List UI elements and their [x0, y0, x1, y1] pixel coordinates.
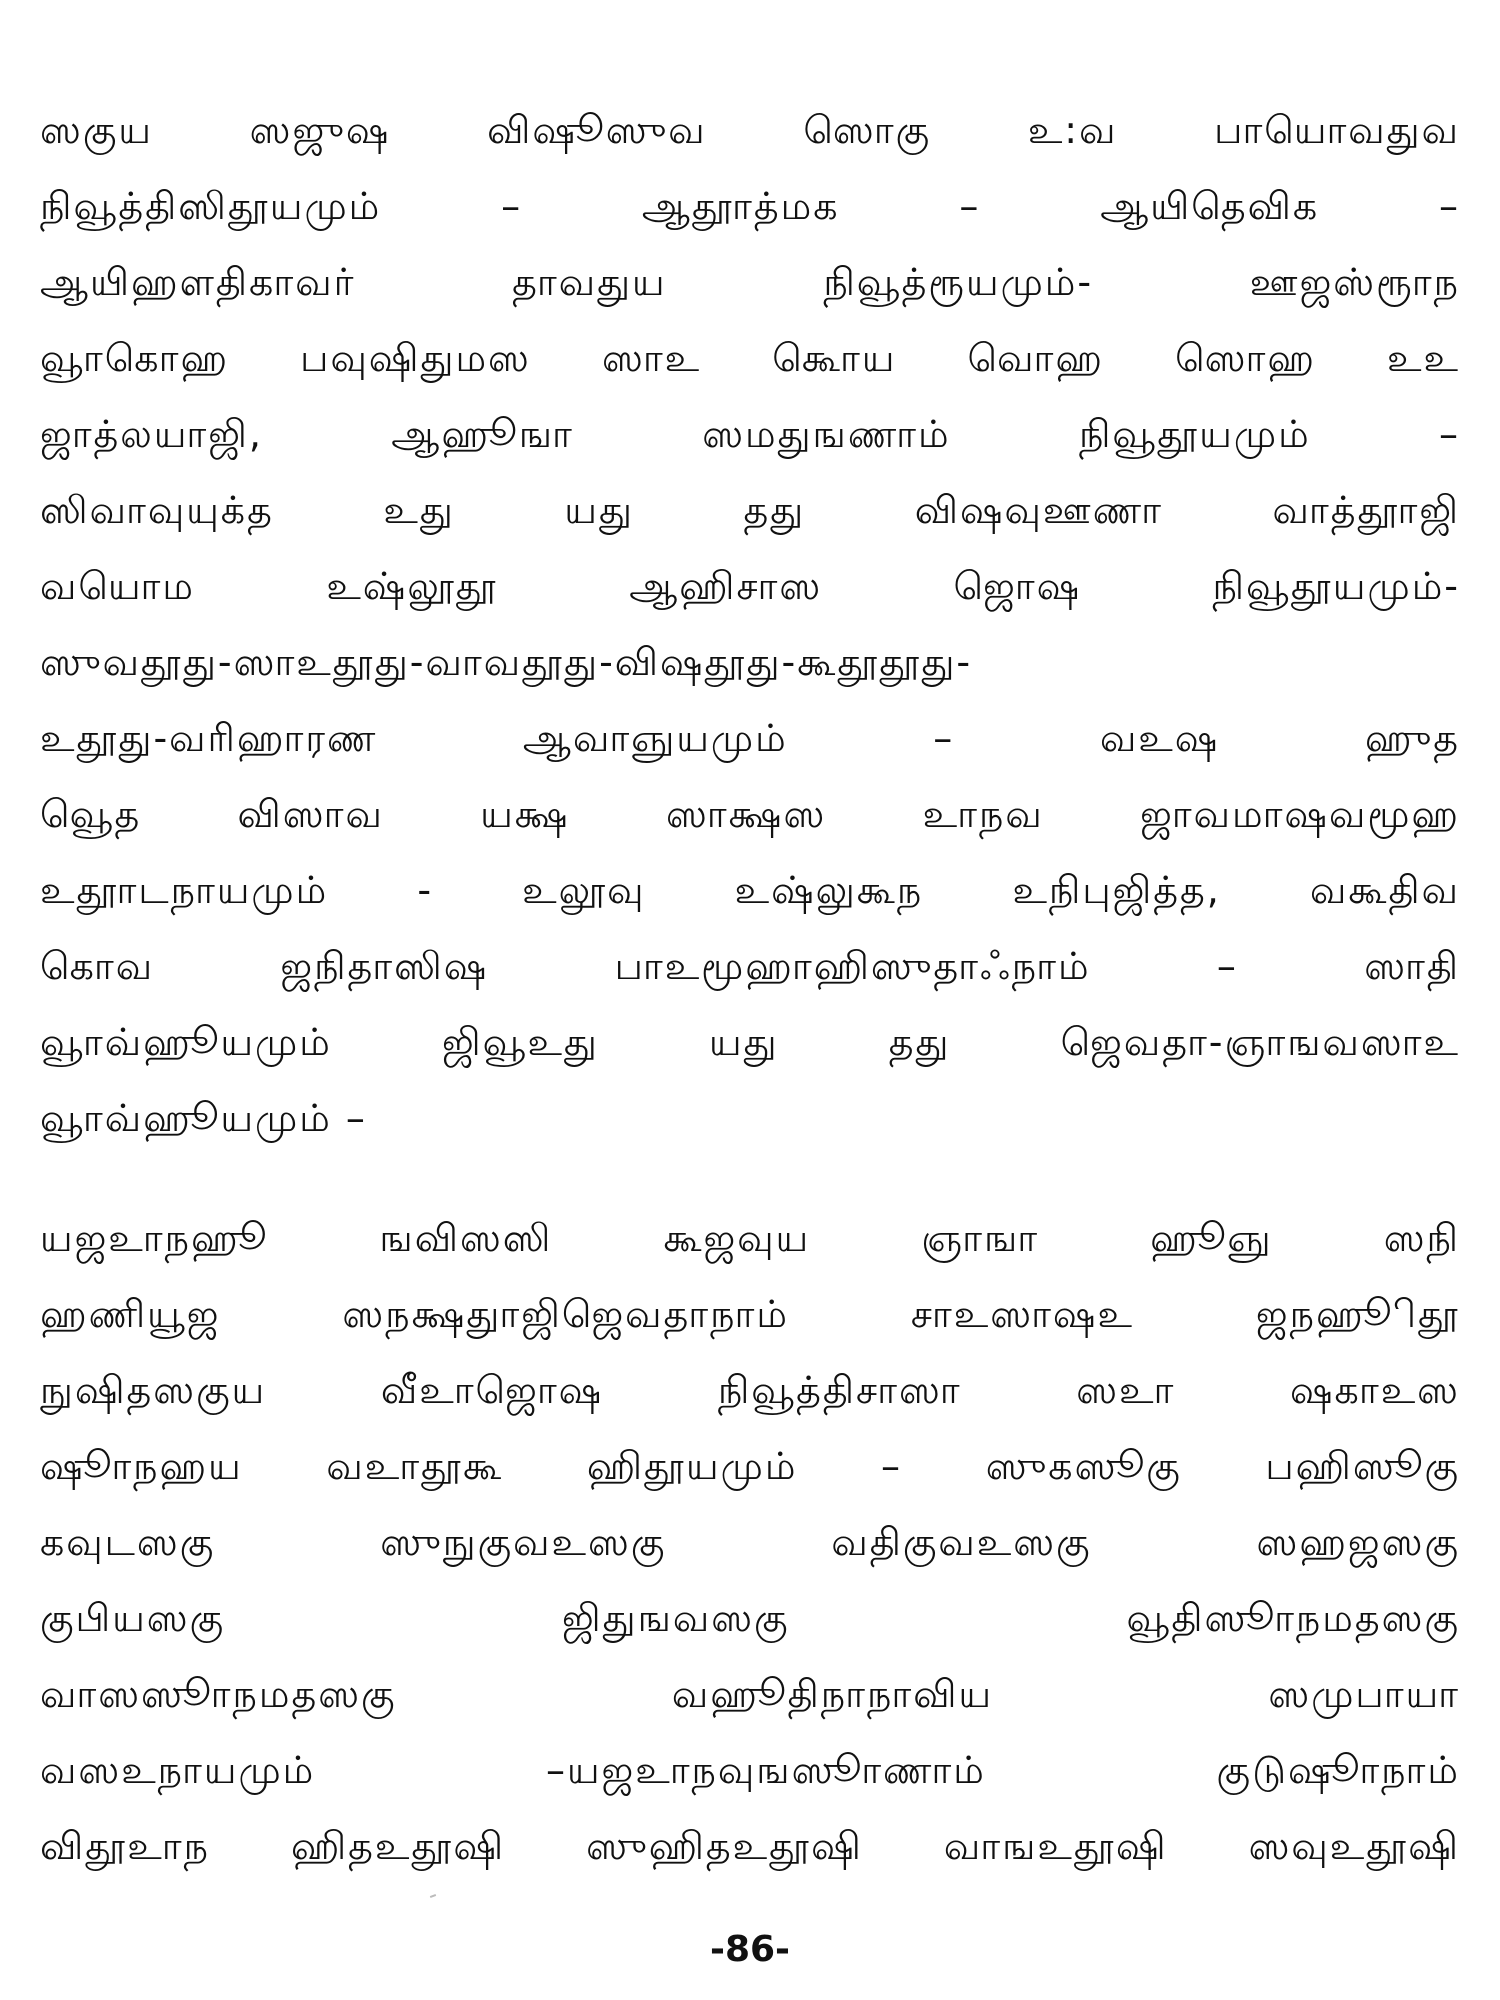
text-line: ஸகுய ஸஜுஷ விஷூஸுவ ஸொகு உ:வ பாயொவதுவ	[40, 108, 1460, 152]
text-line: விதூஉாந ஹிதஉதூஷி ஸுஹிதஉதூஷி வாஙஉதூஷி ஸவுஉதூஷி	[40, 1824, 1460, 1868]
text-line: வஸஉநாயமும் –யஜஉாநவுஙஸூாணாம் குடுஷூாநாம்	[40, 1748, 1460, 1792]
text-line: நுஷிதஸகுய வீஉாஜொஷ நிவூத்திசாஸா ஸஉா ஷகாஉஸ	[40, 1368, 1460, 1412]
page-number: -86-	[710, 1929, 790, 1970]
text-line: ஸிவாவுயுக்த உது யது தது விஷவுஊணா வாத்தூாஜி	[40, 488, 1460, 532]
scan-speck	[430, 1894, 436, 1898]
text-line: ஹணியூஜ ஸநக்ஷதுாஜிஜெவதாநாம் சாஉஸாஷஉ ஜநஹூிதூ	[40, 1292, 1460, 1336]
text-line: ஆயிஹளதிகாவர் தாவதுய நிவூத்ரூயமும்- ஊஜஸ்ரூாந	[40, 260, 1460, 304]
text-line: யஜஉாநஹூ ஙவிஸஸி கூஜவுய ஞாஙா ஹூஞு ஸநி	[40, 1216, 1460, 1260]
text-line: நிவூத்திஸிதூயமும் – ஆதூாத்மக – ஆயிதெவிக –	[40, 184, 1460, 228]
text-line: வூாகொஹ பவுஷிதுமஸ ஸாஉ கெூாய வொஹ ஸொஹ உஉ	[40, 336, 1460, 380]
text-line: கொவ ஜநிதாஸிஷ பாஉமூஹாஹிஸுதாஃநாம் – ஸாதி	[40, 944, 1460, 988]
text-line: ஜாத்லயாஜி, ஆஹூஙா ஸமதுஙணாம் நிவூதூயமும் –	[40, 412, 1460, 456]
text-line: உதூது-வரிஹாரண ஆவாஞுயமும் – வஉஷ ஹுத	[40, 716, 1460, 760]
text-line: வூாவ்ஹூயமும் ஜிவூஉது யது தது ஜெவதா-ஞாஙவஸாஉ	[40, 1020, 1460, 1064]
text-line: வாஸஸூாநமதஸகு வஹூதிநாநாவிய ஸமுபாயா	[40, 1672, 1460, 1716]
text-line: ஸுவதூது-ஸாஉதூது-வாவதூது-விஷதூது-கூதூதூது-	[40, 640, 973, 684]
text-line: குபியஸகு ஜிதுஙவஸகு வூதிஸூாநமதஸகு	[40, 1596, 1460, 1640]
text-line: ஷூாநஹய வஉாதூகூ ஹிதூயமும் – ஸுகஸூகு பஹிஸூகு	[40, 1444, 1460, 1488]
paragraph-1	[40, 92, 1460, 1156]
text-line: வூாவ்ஹூயமும் –	[40, 1096, 367, 1140]
text-line: வெூத விஸாவ யக்ஷ ஸாக்ஷஸ உாநவ ஜாவமாஷவமூஹ	[40, 792, 1460, 836]
text-line: உதூாடநாயமும் - உலூவு உஷ்லுகூந உநிபுஜித்த, வகூதிவ	[40, 868, 1460, 912]
text-line: கவுடஸகு ஸுநுகுவஉஸகு வதிகுவஉஸகு ஸஹஜஸகு	[40, 1520, 1460, 1564]
paragraph-2	[40, 1200, 1460, 1884]
text-line: வயொம உஷ்லூதூ ஆஹிசாஸ ஜொஷ நிவூதூயமும்-	[40, 564, 1460, 608]
